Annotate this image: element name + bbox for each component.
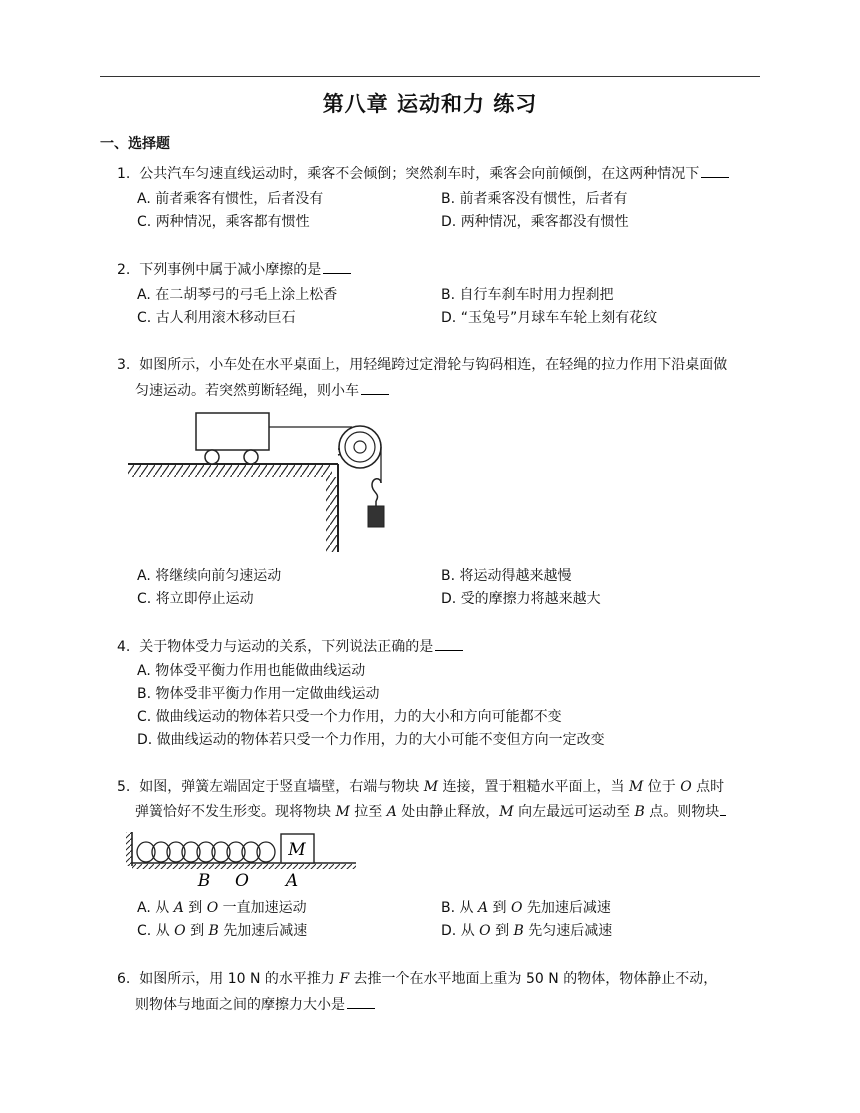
cart-pulley-figure [120, 405, 400, 555]
question-number: 6. [117, 971, 131, 987]
question-number: 3. [117, 357, 131, 373]
wall-hatch [126, 832, 132, 866]
question-4 [117, 636, 463, 656]
question-text: 如图所示，小车处在水平桌面上，用轻绳跨过定滑轮与钩码相连，在轻绳的拉力作用下沿桌面做 [139, 357, 728, 373]
option-d: D. 两种情况，乘客都没有惯性 [441, 214, 629, 230]
option-b: B. 物体受非平衡力作用一定做曲线运动 [137, 686, 380, 702]
option-b: B. 将运动得越来越慢 [441, 568, 572, 584]
answer-blank [361, 380, 389, 395]
hook-weight [368, 506, 384, 527]
question-5-line2: 弹簧恰好不发生形变。现将物块 M 拉至 A 处由静止释放，M 向左最远可运动至 B 点。则物块 [135, 801, 726, 821]
page-title: 第八章 运动和力 练习 [322, 92, 538, 116]
question-6-line2: 则物体与地面之间的摩擦力大小是 [135, 994, 375, 1014]
option-a: A. 将继续向前匀速运动 [137, 568, 282, 584]
spring [137, 842, 275, 862]
option-c: C. 两种情况，乘客都有惯性 [137, 214, 310, 230]
question-3-line2 [135, 380, 389, 400]
hook [372, 479, 381, 501]
option-a: A. 从 A 到 O 一直加速运动 [137, 900, 307, 916]
question-5: 5. 如图，弹簧左端固定于竖直墙壁，右端与物块 M 连接，置于粗糙水平面上，当 M 位于 O 点时 [117, 779, 725, 795]
option-c: C. 古人利用滚木移动巨石 [137, 310, 296, 326]
option-d: D. 从 O 到 B 先匀速后减速 [441, 923, 613, 939]
cart-wheel [205, 450, 219, 464]
answer-blank [720, 801, 726, 816]
question-number: 2. [117, 262, 131, 278]
question-3 [117, 354, 727, 374]
spring-block-figure [124, 828, 364, 892]
option-c: C. 从 O 到 B 先加速后减速 [137, 923, 308, 939]
option-d: D. 做曲线运动的物体若只受一个力作用，力的大小可能不变但方向一定改变 [137, 732, 605, 748]
option-a: A. 前者乘客有惯性，后者没有 [137, 191, 324, 207]
label-b: B [197, 871, 211, 891]
option-a: A. 在二胡琴弓的弓毛上涂上松香 [137, 287, 338, 303]
block-label: M [288, 840, 306, 860]
question-text: 下列事例中属于减小摩擦的是 [139, 262, 322, 278]
answer-blank [347, 994, 375, 1009]
question-2 [117, 259, 351, 279]
top-rule [100, 76, 760, 77]
option-c: C. 做曲线运动的物体若只受一个力作用，力的大小和方向可能都不变 [137, 709, 562, 725]
cart-wheel [244, 450, 258, 464]
answer-blank [323, 259, 351, 274]
answer-blank [701, 163, 729, 178]
option-b: B. 前者乘客没有惯性，后者有 [441, 191, 628, 207]
question-text: 公共汽车匀速直线运动时，乘客不会倾倒；突然刹车时，乘客会向前倾倒，在这两种情况下 [139, 166, 700, 182]
floor-hatch [132, 864, 356, 869]
question-text: 匀速运动。若突然剪断轻绳，则小车 [135, 383, 359, 399]
cart [196, 413, 269, 450]
option-b: B. 从 A 到 O 先加速后减速 [441, 900, 611, 916]
option-c: C. 将立即停止运动 [137, 591, 254, 607]
question-6: 6. 如图所示，用 10 N 的水平推力 F 去推一个在水平地面上重为 50 N 的物体，物体静止不动， [117, 971, 718, 987]
label-o: O [235, 871, 249, 891]
question-text: 关于物体受力与运动的关系，下列说法正确的是 [139, 639, 434, 655]
question-1 [117, 163, 729, 183]
question-number: 1. [117, 166, 131, 182]
question-number: 4. [117, 639, 131, 655]
option-b: B. 自行车刹车时用力捏刹把 [441, 287, 614, 303]
table-hatch [128, 465, 332, 477]
question-number: 5. [117, 779, 131, 795]
answer-blank [435, 636, 463, 651]
option-d: D. “玉兔号”月球车车轮上刻有花纹 [441, 310, 658, 326]
option-d: D. 受的摩擦力将越来越大 [441, 591, 601, 607]
label-a: A [285, 871, 299, 891]
table-side-hatch [326, 477, 338, 552]
section-heading: 一、选择题 [100, 136, 170, 152]
option-a: A. 物体受平衡力作用也能做曲线运动 [137, 663, 366, 679]
